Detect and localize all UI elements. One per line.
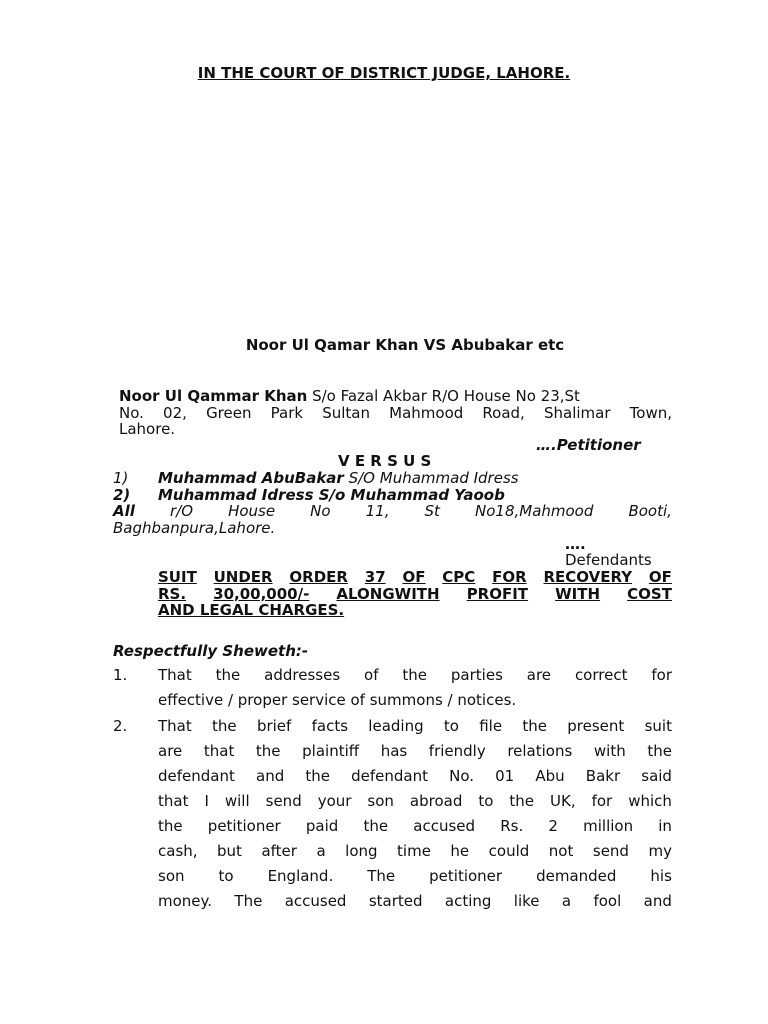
paragraph-word: The	[234, 892, 263, 910]
paragraph-line	[158, 742, 672, 760]
defendant-name: Muhammad Idress S/o Muhammad Yaoob	[158, 486, 505, 504]
paragraph-word: send	[265, 792, 302, 810]
suit-word: FOR	[492, 568, 527, 586]
paragraph-word: for	[591, 792, 613, 810]
paragraph-word: the	[305, 767, 330, 785]
paragraph-word: and	[256, 767, 285, 785]
paragraph-word: Rs.	[500, 817, 524, 835]
paragraph-word: to	[218, 867, 234, 885]
paragraph-word: son	[158, 867, 185, 885]
suit-title-line-1	[158, 568, 672, 586]
address-word: r/O	[169, 502, 193, 520]
paragraph-word: cash,	[158, 842, 198, 860]
defendants-address-line-1	[113, 502, 672, 520]
paragraph-word: acting	[444, 892, 492, 910]
paragraph-word: after	[261, 842, 297, 860]
paragraph-word: will	[224, 792, 250, 810]
paragraph-word: facts	[311, 717, 349, 735]
paragraph-word: that	[158, 792, 189, 810]
paragraph-word: The	[367, 867, 396, 885]
paragraph-line	[158, 842, 672, 860]
defendant-name: Muhammad AbuBakar	[158, 469, 344, 487]
paragraph-word: son	[367, 792, 394, 810]
defendant-number: 2)	[113, 486, 131, 504]
suit-word: RS.	[158, 585, 187, 603]
paragraph-word: for	[651, 666, 672, 684]
suit-word: OF	[402, 568, 426, 586]
paragraph-word: parties	[450, 666, 503, 684]
paragraph-word: long	[345, 842, 378, 860]
paragraph-word: leading	[368, 717, 424, 735]
paragraph-word: Abu	[535, 767, 565, 785]
paragraph-word: friendly	[428, 742, 486, 760]
paragraph-word: started	[368, 892, 423, 910]
paragraph-word: a	[561, 892, 572, 910]
paragraph-line	[158, 792, 672, 810]
paragraph-word: file	[479, 717, 503, 735]
paragraph-word: No.	[449, 767, 475, 785]
address-all-label: All	[113, 502, 135, 520]
address-word: 11,	[365, 502, 390, 520]
paragraph-word: of	[364, 666, 379, 684]
paragraph-word: correct	[574, 666, 628, 684]
paragraph-word: that	[203, 742, 235, 760]
paragraph-word: my	[648, 842, 672, 860]
petitioner-role: ….Petitioner	[536, 436, 641, 454]
paragraph-line	[158, 717, 672, 735]
paragraph-number: 2.	[113, 717, 128, 735]
paragraph-word: are	[158, 742, 183, 760]
salutation: Respectfully Sheweth:-	[113, 642, 309, 660]
paragraph-line	[158, 767, 672, 785]
address-word: No	[310, 502, 331, 520]
paragraph-word: 2	[548, 817, 558, 835]
paragraph-word: That	[158, 717, 192, 735]
suit-word: OF	[648, 568, 672, 586]
paragraph-word: the	[522, 717, 547, 735]
paragraph-word: the	[509, 792, 535, 810]
defendant-1	[113, 469, 519, 487]
paragraph-line	[158, 691, 672, 709]
petitioner-line-3: Lahore.	[119, 420, 176, 438]
paragraph-word: England.	[267, 867, 334, 885]
paragraph-word: defendant	[351, 767, 428, 785]
paragraph-word: his	[650, 867, 672, 885]
paragraph-word: paid	[305, 817, 339, 835]
paragraph-word: he	[450, 842, 470, 860]
paragraph-word: and	[643, 892, 672, 910]
address-word: St	[424, 502, 440, 520]
defendants-address-line-2: Baghbanpura,Lahore.	[113, 519, 276, 537]
paragraph-word: the	[363, 817, 389, 835]
paragraph-word: your	[317, 792, 352, 810]
petitioner-parentage: S/o Fazal Akbar R/O House No 23,St	[312, 387, 580, 405]
paragraph-word: plaintiff	[302, 742, 360, 760]
suit-word: ORDER	[289, 568, 348, 586]
paragraph-word: That	[158, 666, 192, 684]
suit-word: UNDER	[213, 568, 273, 586]
suit-word: SUIT	[158, 568, 197, 586]
paragraph-word: effective / proper service of summons / notices.	[158, 691, 517, 709]
paragraph-word: accused	[413, 817, 476, 835]
paragraph-word: 01	[495, 767, 515, 785]
paragraph-word: with	[593, 742, 626, 760]
paragraph-word: but	[217, 842, 242, 860]
defendants-role: Defendants	[565, 551, 652, 569]
paragraph-word: the	[212, 717, 237, 735]
paragraph-word: in	[658, 817, 672, 835]
paragraph-word: fool	[593, 892, 622, 910]
paragraph-word: time	[397, 842, 431, 860]
paragraph-word: the	[215, 666, 241, 684]
paragraph-word: the	[255, 742, 281, 760]
paragraph-word: demanded	[536, 867, 617, 885]
paragraph-word: the	[158, 817, 183, 835]
suit-word: RECOVERY	[543, 568, 633, 586]
suit-word: COST	[627, 585, 672, 603]
suit-title-line-3: AND LEGAL CHARGES.	[158, 601, 345, 619]
paragraph-word: has	[380, 742, 408, 760]
paragraph-word: million	[583, 817, 634, 835]
paragraph-word: to	[443, 717, 459, 735]
paragraph-word: UK,	[550, 792, 576, 810]
paragraph-word: the	[402, 666, 428, 684]
petitioner-line-1	[119, 387, 580, 405]
address-word: House	[228, 502, 276, 520]
paragraph-word: defendant	[158, 767, 235, 785]
address-word: Booti,	[628, 502, 672, 520]
paragraph-line	[158, 867, 672, 885]
paragraph-word: relations	[507, 742, 573, 760]
paragraph-word: a	[316, 842, 326, 860]
defendant-number: 1)	[113, 469, 129, 487]
paragraph-word: not	[548, 842, 574, 860]
paragraph-word: I	[204, 792, 209, 810]
paragraph-word: which	[628, 792, 672, 810]
address-word: No18,Mahmood	[475, 502, 594, 520]
paragraph-line	[158, 892, 672, 910]
suit-word: WITH	[555, 585, 601, 603]
versus-heading: V E R S U S	[338, 452, 432, 470]
suit-word: PROFIT	[466, 585, 529, 603]
defendant-parentage: S/O Muhammad Idress	[348, 469, 519, 487]
suit-word: CPC	[442, 568, 476, 586]
paragraph-line	[158, 817, 672, 835]
paragraph-word: send	[592, 842, 629, 860]
paragraph-word: suit	[644, 717, 672, 735]
defendants-role-dots: ….	[565, 535, 586, 553]
petitioner-name: Noor Ul Qammar Khan	[119, 387, 308, 405]
paragraph-word: addresses	[264, 666, 341, 684]
paragraph-word: are	[526, 666, 552, 684]
suit-word: ALONGWITH	[336, 585, 440, 603]
paragraph-word: like	[513, 892, 540, 910]
paragraph-word: to	[478, 792, 494, 810]
paragraph-word: abroad	[409, 792, 463, 810]
paragraph-word: said	[641, 767, 672, 785]
paragraph-word: petitioner	[207, 817, 281, 835]
paragraph-word: petitioner	[429, 867, 503, 885]
suit-word: 30,00,000/-	[213, 585, 310, 603]
suit-word: 37	[364, 568, 386, 586]
paragraph-word: money.	[158, 892, 213, 910]
paragraph-line	[158, 666, 672, 684]
paragraph-word: Bakr	[585, 767, 621, 785]
paragraph-word: accused	[284, 892, 347, 910]
paragraph-word: the	[647, 742, 672, 760]
court-heading: IN THE COURT OF DISTRICT JUDGE, LAHORE.	[197, 64, 571, 82]
petitioner-line-2: No. 02, Green Park Sultan Mahmood Road, Shalimar Town,	[119, 404, 672, 422]
paragraph-word: present	[567, 717, 625, 735]
case-title: Noor Ul Qamar Khan VS Abubakar etc	[245, 336, 565, 354]
paragraph-number: 1.	[113, 666, 128, 684]
paragraph-word: brief	[256, 717, 292, 735]
paragraph-word: could	[488, 842, 530, 860]
